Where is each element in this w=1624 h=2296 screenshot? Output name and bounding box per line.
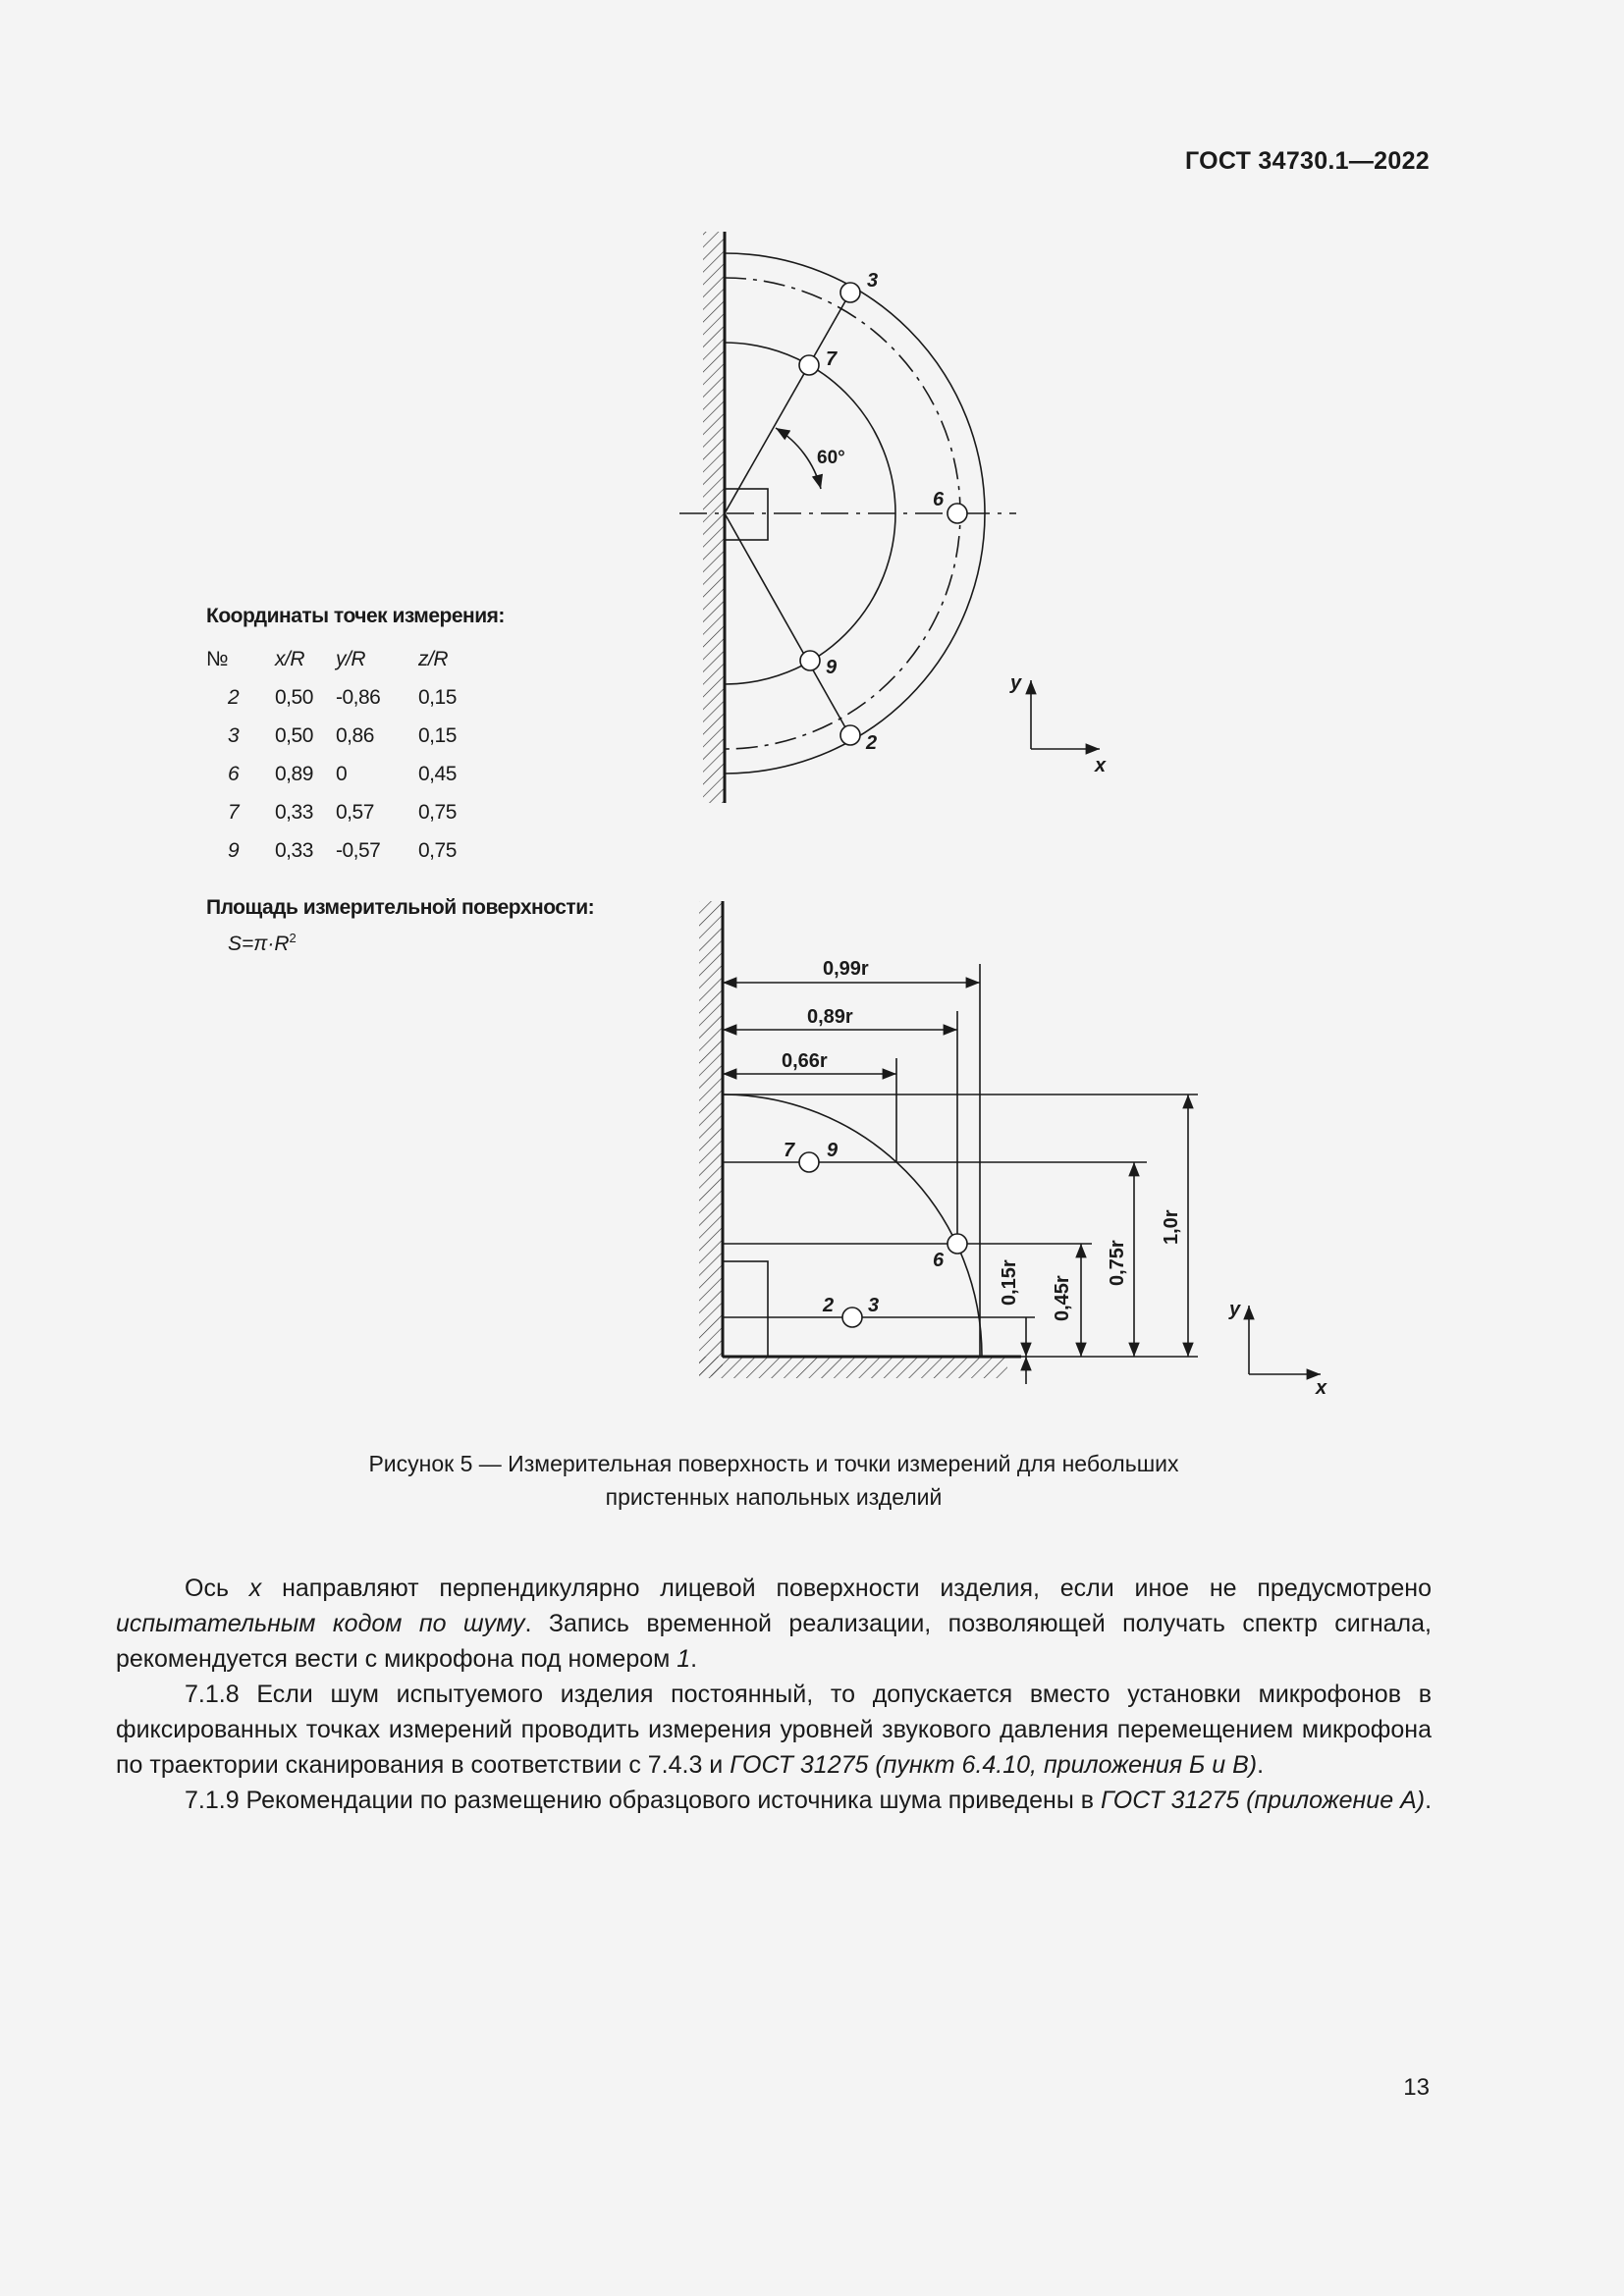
table-row <box>206 793 487 831</box>
cell-z: 0,15 <box>418 723 457 747</box>
cell-no: 7 <box>228 800 240 824</box>
paragraph-2 <box>116 1677 1432 1783</box>
dim-label-1-0: 1,0r <box>1161 1209 1182 1245</box>
coordinates-table <box>206 640 487 870</box>
side-wall-hatch <box>699 901 723 1376</box>
cell-x: 0,33 <box>275 838 313 862</box>
floor-hatch <box>699 1357 1007 1378</box>
table-row <box>206 831 487 870</box>
cell-z: 0,75 <box>418 800 457 824</box>
angle-arc <box>776 428 821 489</box>
ray-down <box>725 513 850 736</box>
cell-z: 0,75 <box>418 838 457 862</box>
area-title: Площадь измерительной поверхности: <box>206 896 595 919</box>
caption-line-2: пристенных напольных изделий <box>605 1484 943 1510</box>
document-code: ГОСТ 34730.1—2022 <box>1184 147 1430 175</box>
axis-y-top-label: y <box>1010 672 1022 694</box>
body-text <box>116 1571 1432 1818</box>
p1-axis: x <box>248 1575 262 1602</box>
cell-x: 0,50 <box>275 685 313 709</box>
dim-label-0-99: 0,99r <box>823 958 869 980</box>
dim-label-0-15: 0,15r <box>999 1259 1020 1306</box>
table-row <box>206 678 487 717</box>
cell-y: 0 <box>336 762 348 785</box>
point-3 <box>840 283 860 302</box>
side-product-box <box>723 1261 768 1357</box>
header-y: y/R <box>336 647 365 670</box>
dim-label-0-89: 0,89r <box>807 1006 853 1028</box>
area-formula <box>228 931 297 956</box>
cell-no: 3 <box>228 723 240 747</box>
p1-text-1: Ось <box>185 1575 249 1602</box>
cell-no: 6 <box>228 762 240 785</box>
point-9 <box>800 651 820 670</box>
header-no: № <box>206 647 229 670</box>
page-number: 13 <box>1403 2074 1430 2101</box>
cell-z: 0,15 <box>418 685 457 709</box>
axis-y-side-label: y <box>1229 1299 1241 1320</box>
cell-x: 0,50 <box>275 723 313 747</box>
caption-line-1: Рисунок 5 — Измерительная поверхность и точки измерений для небольших <box>368 1451 1179 1476</box>
label-point-3: 3 <box>867 270 879 292</box>
side-label-2: 2 <box>823 1295 835 1316</box>
p1-text-2: направляют перпендикулярно лицевой поверхности изделия, если иное не предусмотрено <box>261 1575 1432 1602</box>
side-point-6 <box>947 1234 967 1254</box>
cell-y: -0,86 <box>336 685 381 709</box>
axis-x-side-label: x <box>1316 1377 1327 1399</box>
wall-hatch <box>703 232 725 803</box>
label-point-9: 9 <box>826 657 838 678</box>
cell-y: 0,86 <box>336 723 374 747</box>
side-label-9: 9 <box>827 1140 839 1161</box>
top-view <box>679 232 1100 803</box>
cell-x: 0,89 <box>275 762 313 785</box>
p1-code-ref: испытательным кодом по шуму <box>116 1610 525 1637</box>
ray-up <box>725 293 850 513</box>
side-label-6: 6 <box>933 1250 945 1271</box>
area-formula-exponent: 2 <box>289 931 297 945</box>
axis-x-top-label: x <box>1095 755 1107 776</box>
table-header-row <box>206 640 487 678</box>
dim-label-0-45: 0,45r <box>1052 1275 1073 1321</box>
point-6 <box>947 504 967 523</box>
side-point-2-3 <box>842 1308 862 1327</box>
coordinates-title: Координаты точек измерения: <box>206 605 505 627</box>
p2-text-1: 7.1.8 Если шум испытуемого изделия постоянный, то допускается вместо установки микрофонов в фиксированных точках измерений проводить измерения уровней звукового давления перемещением микрофона по траектории сканирования в соответствии с 7.4.3 и <box>116 1681 1432 1779</box>
label-point-2: 2 <box>866 732 878 754</box>
p1-end: . <box>690 1645 698 1673</box>
product-box <box>725 489 768 540</box>
p3-end: . <box>1425 1787 1433 1814</box>
p1-mic-number: 1 <box>677 1645 691 1673</box>
dim-label-0-75: 0,75r <box>1107 1240 1128 1286</box>
table-row <box>206 755 487 793</box>
area-formula-text: S=π·R <box>228 933 290 955</box>
p2-end: . <box>1257 1751 1265 1779</box>
point-7 <box>799 355 819 375</box>
cell-z: 0,45 <box>418 762 457 785</box>
label-point-6: 6 <box>933 489 945 510</box>
point-2 <box>840 725 860 745</box>
cell-y: 0,57 <box>336 800 374 824</box>
paragraph-1 <box>116 1571 1432 1677</box>
cell-no: 9 <box>228 838 240 862</box>
p3-text-1: 7.1.9 Рекомендации по размещению образцового источника шума приведены в <box>185 1787 1101 1814</box>
header-z: z/R <box>418 647 448 670</box>
p3-gost-ref: ГОСТ 31275 (приложение А) <box>1100 1787 1426 1814</box>
header-x: x/R <box>275 647 304 670</box>
side-point-7-9 <box>799 1152 819 1172</box>
table-row <box>206 717 487 755</box>
cell-x: 0,33 <box>275 800 313 824</box>
dim-label-0-66: 0,66r <box>782 1050 828 1072</box>
cell-y: -0,57 <box>336 838 381 862</box>
figure-caption <box>196 1447 1351 1514</box>
label-point-7: 7 <box>826 348 838 370</box>
p2-gost-ref: ГОСТ 31275 (пункт 6.4.10, приложения Б и В) <box>730 1751 1258 1779</box>
cell-no: 2 <box>228 685 240 709</box>
side-label-3: 3 <box>868 1295 880 1316</box>
paragraph-3 <box>116 1783 1432 1818</box>
p1-text-3: . Запись временной реализации, позволяющей получать спектр сигнала, рекомендуется вести с микрофона под номером <box>116 1610 1432 1673</box>
side-label-7: 7 <box>784 1140 795 1161</box>
angle-label: 60° <box>817 448 845 468</box>
